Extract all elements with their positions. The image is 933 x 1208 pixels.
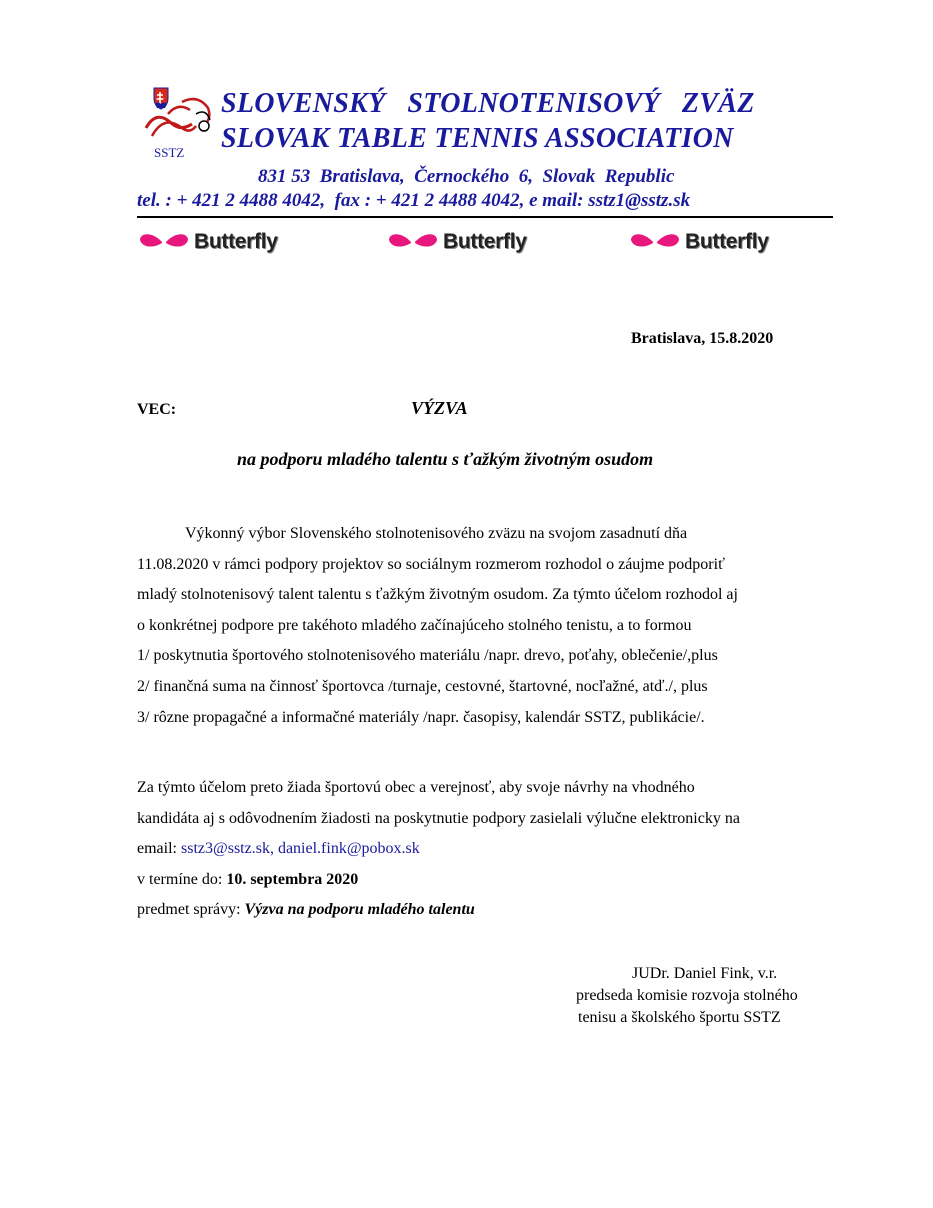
- signature-title: tenisu a školského športu SSTZ: [578, 1009, 781, 1026]
- paragraph-line: 1/ poskytnutia športového stolnotenisového materiálu /napr. drevo, poťahy, oblečenie/,plus: [137, 647, 718, 665]
- paragraph-line: 3/ rôzne propagačné a informačné materiály /napr. časopisy, kalendár SSTZ, publikácie/.: [137, 708, 705, 726]
- paragraph-request: [137, 773, 740, 926]
- subject-label: VEC:: [137, 401, 177, 418]
- sponsor-name: Butterfly: [443, 230, 527, 253]
- butterfly-wings-icon: [629, 231, 681, 253]
- deadline-value: 10. septembra 2020: [226, 870, 359, 888]
- sponsor-name: Butterfly: [194, 230, 278, 253]
- signature-name: JUDr. Daniel Fink, v.r.: [632, 965, 778, 982]
- sponsor-logo-2: [387, 228, 527, 256]
- header-divider: [137, 216, 833, 218]
- association-contact: tel. : + 421 2 4488 4042, fax : + 421 2 4488 4042, e mail: sstz1@sstz.sk: [137, 190, 691, 211]
- message-subject-value: Výzva na podporu mladého talentu: [244, 901, 475, 919]
- message-subject-label: predmet správy:: [137, 901, 245, 919]
- signature-title: predseda komisie rozvoja stolného: [576, 987, 798, 1004]
- logo-caption: SSTZ: [154, 145, 185, 160]
- email-links[interactable]: sstz3@sstz.sk, daniel.fink@pobox.sk: [180, 840, 420, 858]
- sponsor-logo-1: [138, 228, 278, 256]
- paragraph-line: Výkonný výbor Slovenského stolnotenisového zväzu na svojom zasadnutí dňa: [185, 525, 688, 542]
- letter-date: Bratislava, 15.8.2020: [631, 330, 774, 347]
- paragraph-main: [137, 519, 738, 733]
- association-address: 831 53 Bratislava, Černockého 6, Slovak Republic: [258, 166, 675, 187]
- paragraph-line: 11.08.2020 v rámci podpory projektov so sociálnym rozmerom rozhodol o záujme podporiť: [137, 555, 725, 573]
- paragraph-line: mladý stolnotenisový talent talentu s ťažkým životným osudom. Za týmto účelom rozhodol aj: [137, 586, 738, 604]
- deadline-label: v termíne do:: [137, 870, 227, 888]
- butterfly-wings-icon: [387, 231, 439, 253]
- paragraph-line: Za týmto účelom preto žiada športovú obec a verejnosť, aby svoje návrhy na vhodného: [137, 779, 695, 796]
- paragraph-line: 2/ finančná suma na činnosť športovca /turnaje, cestovné, štartovné, nocľažné, atď./, plus: [137, 677, 708, 695]
- email-line: [137, 834, 740, 865]
- sponsor-name: Butterfly: [685, 230, 769, 253]
- email-label: email:: [137, 840, 181, 858]
- sstz-logo: [138, 84, 216, 164]
- signature-block: [576, 963, 798, 1029]
- subject-subtitle: na podporu mladého talentu s ťažkým životným osudom: [237, 449, 654, 469]
- sstz-emblem-icon: [138, 84, 216, 146]
- butterfly-wings-icon: [138, 231, 190, 253]
- association-name-en: SLOVAK TABLE TENNIS ASSOCIATION: [221, 123, 734, 154]
- deadline-line: [137, 865, 740, 896]
- association-name-sk: SLOVENSKÝ STOLNOTENISOVÝ ZVÄZ: [221, 88, 755, 119]
- subject-title: VÝZVA: [411, 398, 468, 418]
- message-subject-line: [137, 895, 740, 926]
- paragraph-line: o konkrétnej podpore pre takéhoto mladého začínajúceho stolného tenistu, a to formou: [137, 616, 692, 634]
- paragraph-line: kandidáta aj s odôvodnením žiadosti na poskytnutie podpory zasielali výlučne elektronicky na: [137, 809, 740, 827]
- sponsor-logo-3: [629, 228, 769, 256]
